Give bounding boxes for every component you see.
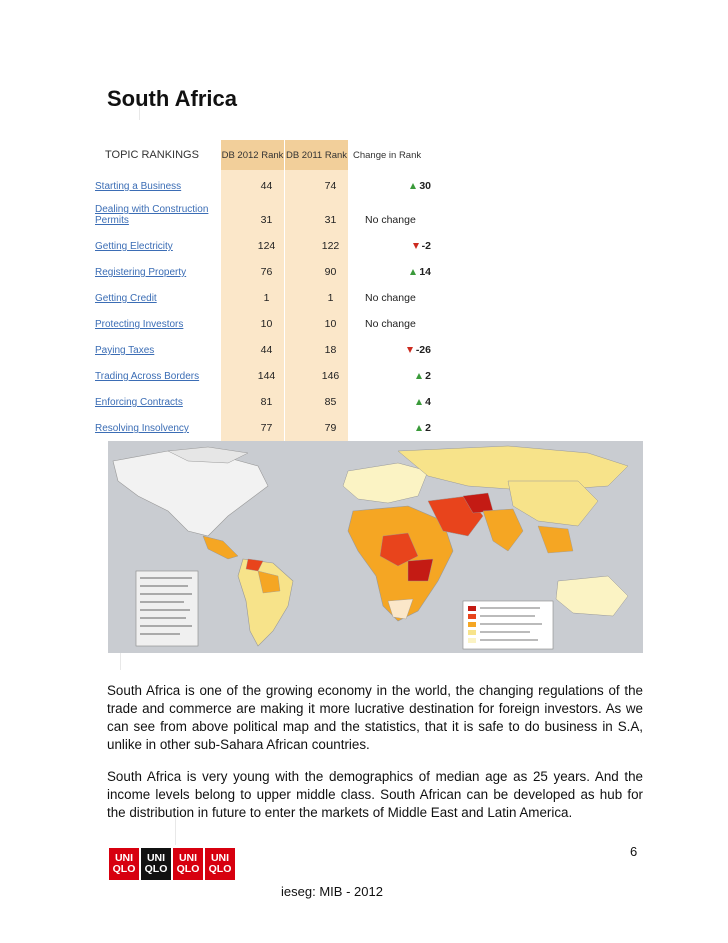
db2011-rank-value: 10 xyxy=(324,318,337,330)
legend-swatch xyxy=(468,614,476,619)
logo-text-top: UNI xyxy=(178,852,198,864)
paragraph-demographics: South Africa is very young with the demographics of median age as 25 years. And the income levels belong to upper middle class. South African can be developed as hub for the distribution in future to enter the markets of Middle East and Latin America. xyxy=(107,769,643,820)
logo-text-bottom: QLO xyxy=(144,863,168,875)
page-number: 6 xyxy=(630,844,638,859)
header-db2011-rank: DB 2011 Rank xyxy=(285,140,348,170)
db2011-rank-value: 1 xyxy=(327,292,334,304)
db2012-rank-value: 76 xyxy=(260,266,273,278)
logo-text-bottom: QLO xyxy=(112,863,136,875)
header-change-in-rank: Change in Rank xyxy=(353,149,422,161)
table-row xyxy=(95,230,435,256)
arrow-up-icon xyxy=(410,269,416,275)
rank-change-value: 2 xyxy=(425,422,431,434)
rank-change-value: 4 xyxy=(425,396,431,408)
table-row xyxy=(95,360,435,386)
topic-link[interactable]: Getting Electricity xyxy=(95,241,173,252)
rank-change xyxy=(407,344,431,356)
world-map-graphic xyxy=(108,441,643,653)
uniqlo-logos xyxy=(109,848,235,880)
uniqlo-logo xyxy=(173,848,203,880)
legend-line xyxy=(480,615,535,617)
topic-link[interactable]: Registering Property xyxy=(95,267,187,278)
db2011-rank-value: 122 xyxy=(321,240,340,252)
inset-line xyxy=(140,585,188,587)
rank-change-value: 2 xyxy=(425,370,431,382)
legend-line xyxy=(480,623,542,625)
inset-line xyxy=(140,593,192,595)
db2011-rank-value: 74 xyxy=(324,180,337,192)
rank-change xyxy=(410,266,431,278)
uniqlo-logo xyxy=(205,848,235,880)
legend-swatch xyxy=(468,638,476,643)
header-db2012-rank: DB 2012 Rank xyxy=(221,140,284,170)
db2012-rank-value: 44 xyxy=(260,344,273,356)
arrow-up-icon xyxy=(410,183,416,189)
inset-line xyxy=(140,625,192,627)
legend-swatch xyxy=(468,630,476,635)
topic-link[interactable]: Dealing with Construction Permits xyxy=(95,204,209,226)
rank-change-value: -2 xyxy=(421,240,431,252)
topic-link[interactable]: Protecting Investors xyxy=(95,319,184,330)
logo-text-bottom: QLO xyxy=(208,863,232,875)
rank-change-value: No change xyxy=(365,292,416,304)
uniqlo-logo xyxy=(109,848,139,880)
rank-change xyxy=(416,396,431,408)
topic-link[interactable]: Resolving Insolvency xyxy=(95,423,189,434)
rank-change xyxy=(413,240,431,252)
db2011-rank-value: 31 xyxy=(324,214,337,226)
uniqlo-logo xyxy=(141,848,171,880)
inset-line xyxy=(140,633,180,635)
rank-change xyxy=(416,422,431,434)
table-row xyxy=(95,386,435,412)
logo-text-top: UNI xyxy=(210,852,230,864)
inset-line xyxy=(140,601,184,603)
paragraph-economy: South Africa is one of the growing economy in the world, the changing regulations of the trade and commerce are making it more lucrative destination for foreign investors. As we can see from above political map and the statistics, that it is safe to do business in S.A, unlike in other sub-Sahara African countries. xyxy=(107,683,643,752)
db2012-rank-value: 44 xyxy=(260,180,273,192)
table-row xyxy=(95,308,435,334)
table-row xyxy=(95,334,435,360)
rank-change-value: No change xyxy=(365,214,416,226)
rank-change xyxy=(410,180,431,192)
db2011-rank-value: 79 xyxy=(324,422,337,434)
arrow-down-icon xyxy=(413,243,419,249)
rank-change xyxy=(416,370,431,382)
db2011-rank-value: 90 xyxy=(324,266,337,278)
table-row xyxy=(95,200,435,230)
inset-line xyxy=(140,577,192,579)
table-row xyxy=(95,256,435,282)
rank-change-value: No change xyxy=(365,318,416,330)
arrow-up-icon xyxy=(416,373,422,379)
topic-link[interactable]: Enforcing Contracts xyxy=(95,397,183,408)
table-row xyxy=(95,170,435,196)
db2012-rank-value: 10 xyxy=(260,318,273,330)
legend-swatch xyxy=(468,622,476,627)
db2012-rank-value: 77 xyxy=(260,422,273,434)
inset-line xyxy=(140,609,190,611)
political-world-map xyxy=(108,441,643,653)
legend-line xyxy=(480,631,530,633)
arrow-up-icon xyxy=(416,425,422,431)
logo-text-top: UNI xyxy=(114,852,134,864)
guide-line xyxy=(120,650,121,670)
logo-text-top: UNI xyxy=(146,852,166,864)
legend-line xyxy=(480,639,538,641)
topic-link[interactable]: Getting Credit xyxy=(95,293,157,304)
arrow-up-icon xyxy=(416,399,422,405)
db2012-rank-value: 81 xyxy=(260,396,273,408)
table-row xyxy=(95,282,435,308)
logo-text-bottom: QLO xyxy=(176,863,200,875)
rank-change-value: -26 xyxy=(415,344,431,356)
topic-link[interactable]: Trading Across Borders xyxy=(95,371,200,382)
page-footer: ieseg: MIB - 2012 xyxy=(281,884,383,899)
db2011-rank-value: 18 xyxy=(324,344,337,356)
arrow-down-icon xyxy=(407,347,413,353)
legend-swatch xyxy=(468,606,476,611)
db2012-rank-value: 1 xyxy=(263,292,270,304)
db2012-rank-value: 124 xyxy=(257,240,276,252)
db2012-rank-value: 144 xyxy=(257,370,276,382)
legend-line xyxy=(480,607,540,609)
rank-change-value: 30 xyxy=(419,180,431,192)
db2011-rank-value: 146 xyxy=(321,370,340,382)
topic-link[interactable]: Starting a Business xyxy=(95,181,182,192)
page-title: South Africa xyxy=(107,86,237,111)
table-row xyxy=(95,412,435,438)
rank-change-value: 14 xyxy=(419,266,431,278)
topic-link[interactable]: Paying Taxes xyxy=(95,345,155,356)
db2011-rank-value: 85 xyxy=(324,396,337,408)
header-topic-rankings: TOPIC RANKINGS xyxy=(105,149,199,161)
inset-line xyxy=(140,617,186,619)
db2012-rank-value: 31 xyxy=(260,214,273,226)
